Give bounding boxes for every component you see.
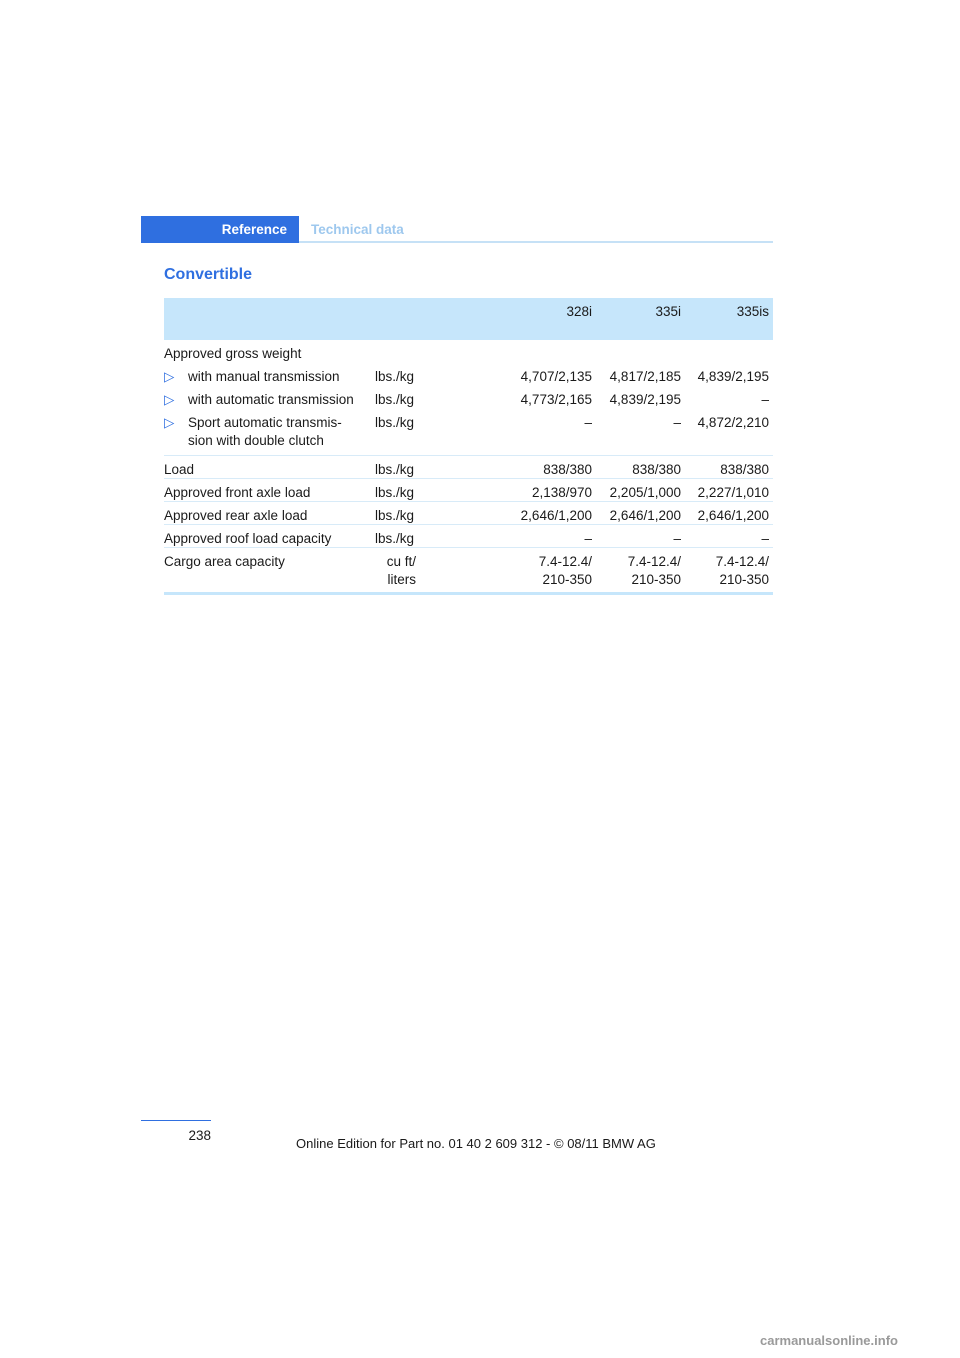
cell-328i: 2,138/970: [531, 485, 592, 500]
chapter-tab-technical-data: Technical data: [311, 222, 404, 237]
cell-335is: 4,839/2,195: [697, 369, 769, 384]
cell-335is: 2,646/1,200: [697, 508, 769, 523]
cell-335i: 4,817/2,185: [609, 369, 681, 384]
cell-335i: –: [673, 531, 681, 546]
cell-335i: 7.4-12.4/ 210-350: [627, 554, 681, 587]
row-unit: lbs./kg: [375, 462, 415, 477]
row-label: Approved roof load capacity: [164, 531, 332, 546]
table-row: [164, 547, 773, 588]
triangle-bullet-icon: ▷: [164, 369, 175, 384]
cell-335is: 2,227/1,010: [697, 485, 769, 500]
row-label: with automatic transmission: [188, 392, 354, 407]
table-row: [164, 524, 773, 547]
cell-335is: 4,872/2,210: [697, 415, 769, 430]
cell-335is: –: [761, 392, 769, 407]
cell-328i: 4,707/2,135: [520, 369, 592, 384]
row-label: Load: [164, 462, 195, 477]
column-header-328i: 328i: [566, 304, 592, 319]
cell-328i: 7.4-12.4/ 210-350: [538, 554, 592, 587]
cell-328i: 2,646/1,200: [520, 508, 592, 523]
page-number: 238: [188, 1128, 211, 1143]
triangle-bullet-icon: ▷: [164, 392, 175, 407]
cell-328i: –: [584, 415, 592, 430]
cell-335i: 2,646/1,200: [609, 508, 681, 523]
cell-335is: –: [761, 531, 769, 546]
section-title: Convertible: [164, 266, 253, 283]
cell-335is: 7.4-12.4/ 210-350: [715, 554, 769, 587]
header-divider: [299, 241, 773, 243]
row-label: with manual transmission: [188, 369, 340, 384]
page-header: [141, 216, 773, 243]
cell-335is: 838/380: [720, 462, 769, 477]
section-tab-reference: Reference: [141, 216, 299, 243]
row-label: Approved rear axle load: [164, 508, 308, 523]
page-number-rule: [141, 1120, 211, 1121]
row-unit: lbs./kg: [375, 531, 415, 546]
weights-table: [164, 298, 773, 595]
table-row: [164, 409, 773, 455]
row-unit: lbs./kg: [375, 369, 415, 384]
table-bottom-rule: [164, 592, 773, 595]
cell-328i: 4,773/2,165: [520, 392, 592, 407]
triangle-bullet-icon: ▷: [164, 415, 175, 430]
row-label: Sport automatic transmis- sion with double clutch: [188, 415, 342, 448]
footer-edition-text: Online Edition for Part no. 01 40 2 609 312 - © 08/11 BMW AG: [296, 1136, 656, 1151]
row-label: Approved front axle load: [164, 485, 311, 500]
table-row: [164, 455, 773, 478]
table-row: [164, 478, 773, 501]
row-label: Cargo area capacity: [164, 554, 285, 569]
column-header-335is: 335is: [736, 304, 769, 319]
table-group-row: [164, 340, 773, 363]
cell-335i: 4,839/2,195: [609, 392, 681, 407]
cell-335i: 2,205/1,000: [609, 485, 681, 500]
table-row: [164, 386, 773, 409]
row-unit: lbs./kg: [375, 485, 415, 500]
row-unit: lbs./kg: [375, 508, 415, 523]
cell-335i: 838/380: [632, 462, 681, 477]
watermark: carmanualsonline.info: [760, 1333, 898, 1348]
table-header: [164, 298, 773, 340]
table-row: [164, 501, 773, 524]
row-unit: lbs./kg: [375, 415, 415, 430]
column-header-335i: 335i: [655, 304, 681, 319]
row-unit: lbs./kg: [375, 392, 415, 407]
table-row: [164, 363, 773, 386]
row-unit: cu ft/ liters: [386, 554, 416, 587]
cell-328i: 838/380: [543, 462, 592, 477]
cell-328i: –: [584, 531, 592, 546]
group-label: Approved gross weight: [164, 346, 302, 361]
cell-335i: –: [673, 415, 681, 430]
